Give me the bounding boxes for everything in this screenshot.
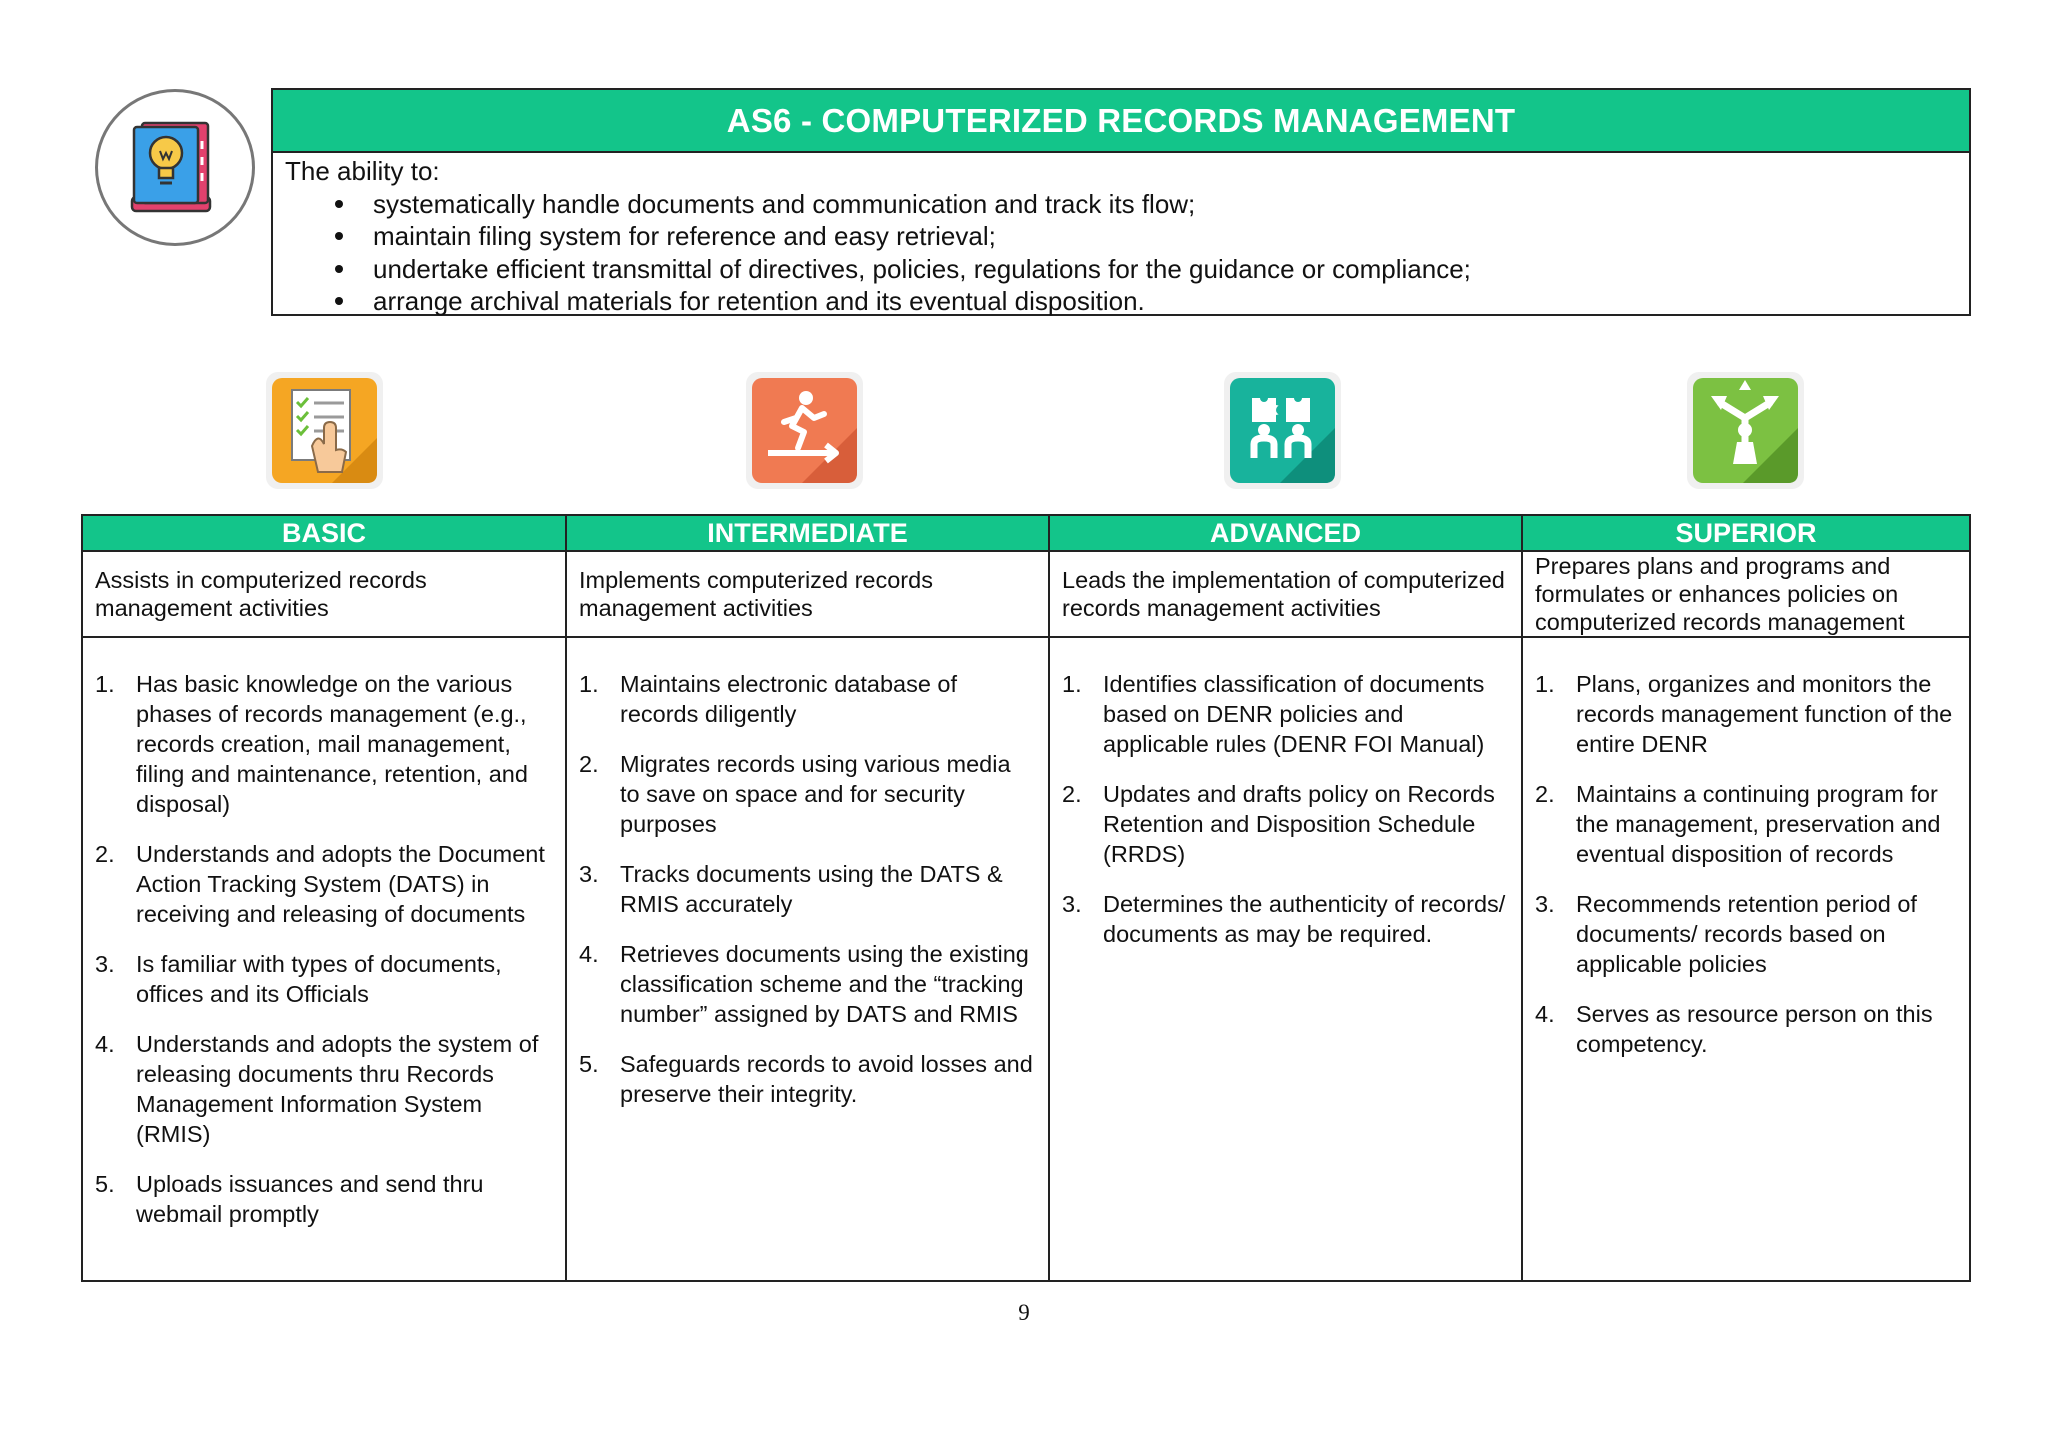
- proficiency-matrix: [81, 514, 1971, 1282]
- level-column-superior: [1523, 516, 1969, 1280]
- competency-header: [271, 88, 1971, 316]
- level-description: Assists in computerized records management activities: [83, 552, 565, 638]
- lightbulb-book-icon: [120, 113, 230, 223]
- level-description: Implements computerized records management activities: [567, 552, 1048, 638]
- level-indicators: [83, 638, 565, 1249]
- definition-intro: The ability to:: [285, 156, 440, 186]
- list-item: 1. Has basic knowledge on the various phases of records management (e.g., records creation, mail management, filing and maintenance, retention, and disposal): [95, 671, 528, 817]
- person-arrows-icon: [1683, 368, 1808, 493]
- list-item: 4. Retrieves documents using the existing classification scheme and the “tracking number” assigned by DATS and RMIS: [579, 941, 1029, 1027]
- list-item: 3. Recommends retention period of documents/ records based on applicable policies: [1535, 891, 1917, 977]
- level-title: INTERMEDIATE: [567, 516, 1048, 552]
- list-item: 2. Maintains a continuing program for the management, preservation and eventual disposition of records: [1535, 781, 1941, 867]
- checklist-hand-icon: [262, 368, 387, 493]
- level-indicators: [567, 638, 1048, 1129]
- level-indicators: [1523, 638, 1969, 1079]
- definition-bullet: arrange archival materials for retention and its eventual disposition.: [335, 285, 1957, 318]
- definition-bullets: [335, 188, 1957, 318]
- level-indicators: [1050, 638, 1521, 969]
- list-item: 5. Safeguards records to avoid losses and preserve their integrity.: [579, 1051, 1033, 1107]
- competency-definition: [273, 153, 1969, 318]
- level-title: BASIC: [83, 516, 565, 552]
- list-item: 3. Tracks documents using the DATS & RMIS accurately: [579, 861, 1003, 917]
- list-item: 5. Uploads issuances and send thru webmail promptly: [95, 1171, 484, 1227]
- definition-bullet: maintain filing system for reference and easy retrieval;: [335, 220, 1957, 253]
- page-number: 9: [1018, 1300, 1030, 1325]
- list-item: 2. Understands and adopts the Document Action Tracking System (DATS) in receiving and releasing of documents: [95, 841, 545, 927]
- level-title: ADVANCED: [1050, 516, 1521, 552]
- puzzle-people-icon: [1220, 368, 1345, 493]
- list-item: 4. Understands and adopts the system of releasing documents thru Records Management Information System (RMIS): [95, 1031, 539, 1147]
- running-person-arrow-icon: [742, 368, 867, 493]
- list-item: 2. Migrates records using various media to save on space and for security purposes: [579, 751, 1011, 837]
- level-description: Prepares plans and programs and formulates or enhances policies on computerized records management: [1523, 552, 1969, 638]
- level-description: Leads the implementation of computerized records management activities: [1050, 552, 1521, 638]
- competency-logo: [95, 89, 255, 246]
- definition-bullet: undertake efficient transmittal of directives, policies, regulations for the guidance or compliance;: [335, 253, 1957, 286]
- list-item: 3. Determines the authenticity of records/ documents as may be required.: [1062, 891, 1506, 947]
- list-item: 3. Is familiar with types of documents, offices and its Officials: [95, 951, 502, 1007]
- level-column-basic: [83, 516, 567, 1280]
- level-column-advanced: [1050, 516, 1523, 1280]
- level-title: SUPERIOR: [1523, 516, 1969, 552]
- list-item: 1. Identifies classification of documents based on DENR policies and applicable rules (DENR FOI Manual): [1062, 671, 1485, 757]
- definition-bullet: systematically handle documents and communication and track its flow;: [335, 188, 1957, 221]
- list-item: 1. Plans, organizes and monitors the records management function of the entire DENR: [1535, 671, 1953, 757]
- list-item: 4. Serves as resource person on this competency.: [1535, 1001, 1933, 1057]
- competency-title: AS6 - COMPUTERIZED RECORDS MANAGEMENT: [273, 90, 1969, 153]
- level-column-intermediate: [567, 516, 1050, 1280]
- list-item: 2. Updates and drafts policy on Records Retention and Disposition Schedule (RRDS): [1062, 781, 1495, 867]
- list-item: 1. Maintains electronic database of records diligently: [579, 671, 958, 727]
